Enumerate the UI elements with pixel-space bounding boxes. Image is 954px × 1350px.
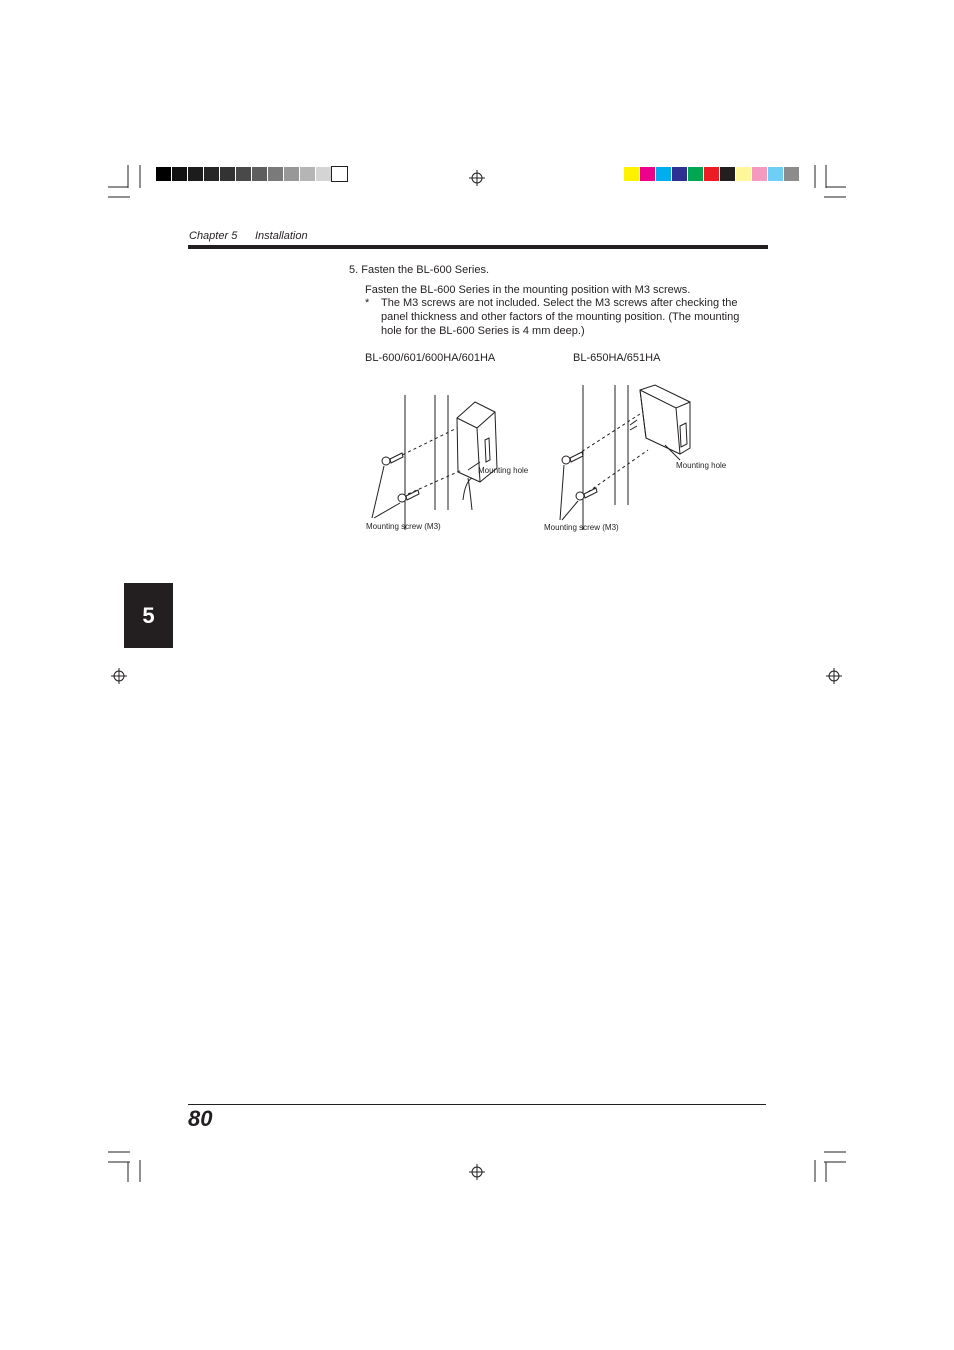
screw-label-left: Mounting screw (M3): [366, 522, 441, 531]
step-heading: 5. Fasten the BL-600 Series.: [349, 264, 490, 276]
color-swatch: [172, 167, 187, 181]
registration-mark-top: [469, 170, 485, 186]
color-swatch: [220, 167, 235, 181]
hole-label-left: Mounting hole: [478, 466, 529, 475]
screw-label-right: Mounting screw (M3): [544, 523, 619, 532]
color-swatch: [624, 167, 639, 181]
color-swatch: [300, 167, 315, 181]
color-swatch: [284, 167, 299, 181]
registration-mark-left: [111, 668, 127, 684]
color-swatch: [784, 167, 799, 181]
header-chapter: Chapter 5: [189, 230, 238, 242]
color-swatch: [268, 167, 283, 181]
color-swatch: [204, 167, 219, 181]
color-swatch: [656, 167, 671, 181]
registration-mark-bottom: [469, 1164, 485, 1180]
color-swatch: [736, 167, 751, 181]
footer-rule: [188, 1104, 766, 1105]
step-instruction: Fasten the BL-600 Series in the mounting position with M3 screws.: [365, 284, 691, 296]
figure-caption-left: BL-600/601/600HA/601HA: [365, 352, 496, 364]
color-swatch: [252, 167, 267, 181]
color-swatch: [188, 167, 203, 181]
color-swatch: [316, 167, 331, 181]
note-line-3: hole for the BL-600 Series is 4 mm deep.): [381, 325, 585, 337]
color-swatch: [720, 167, 735, 181]
color-swatch: [236, 167, 251, 181]
note-marker: *: [365, 297, 370, 309]
note-line-2: panel thickness and other factors of the mounting position. (The mounting: [381, 311, 740, 323]
note-line-1: The M3 screws are not included. Select the M3 screws after checking the: [381, 297, 738, 309]
hole-label-right: Mounting hole: [676, 461, 727, 470]
color-swatch: [688, 167, 703, 181]
color-swatch: [768, 167, 783, 181]
color-swatch: [752, 167, 767, 181]
color-swatch: [156, 167, 171, 181]
color-swatch: [332, 167, 347, 181]
color-swatch: [640, 167, 655, 181]
page-number: 80: [188, 1106, 213, 1131]
mounting-illustration-bl650: [540, 380, 740, 540]
registration-mark-right: [826, 668, 842, 684]
header-section: Installation: [255, 230, 308, 242]
color-swatch: [672, 167, 687, 181]
color-swatch: [704, 167, 719, 181]
figure-caption-right: BL-650HA/651HA: [573, 352, 661, 364]
mounting-illustration-bl600: [360, 390, 550, 540]
header-rule: [188, 245, 768, 249]
chapter-tab: 5: [124, 583, 173, 648]
